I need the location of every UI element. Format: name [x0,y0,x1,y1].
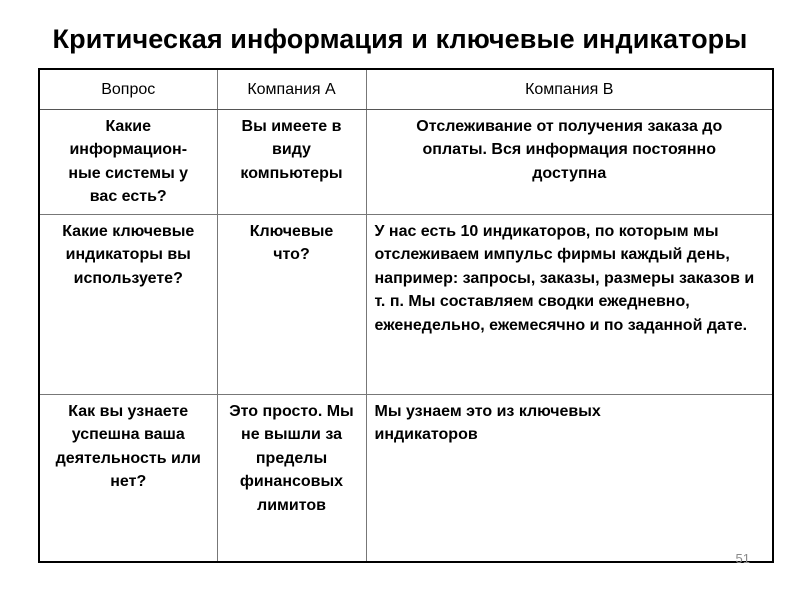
table-row [39,109,773,214]
header-company-b: Компания B [366,69,773,109]
company-b-cell: У нас есть 10 индикаторов, по которым мы отслеживаем импульс фирмы каждый день, например: запросы, заказы, размеры заказов и т. п. Мы составляем сводки ежедневно, еженедельно, ежемесячно и по заданной дате. [366,214,773,394]
table-row [39,214,773,394]
company-a-cell: Вы имеете в виду компьютеры [217,109,366,214]
company-b-cell: Мы узнаем это из ключевых индикаторов [366,394,773,562]
table-header-row [39,69,773,109]
page-number: 51 [735,551,750,566]
table-row [39,394,773,562]
question-cell: Какие информацион-ные системы у вас есть? [39,109,217,214]
company-a-cell: Ключевые что? [217,214,366,394]
question-cell: Как вы узнаете успешна ваша деятельность или нет? [39,394,217,562]
company-b-cell: Отслеживание от получения заказа до оплаты. Вся информация постоянно доступна [366,109,773,214]
slide-title: Критическая информация и ключевые индикаторы [52,24,748,54]
company-a-cell: Это просто. Мы не вышли за пределы финансовых лимитов [217,394,366,562]
header-question: Вопрос [39,69,217,109]
question-cell: Какие ключевые индикаторы вы используете? [39,214,217,394]
header-company-a: Компания A [217,69,366,109]
comparison-table [38,68,774,563]
